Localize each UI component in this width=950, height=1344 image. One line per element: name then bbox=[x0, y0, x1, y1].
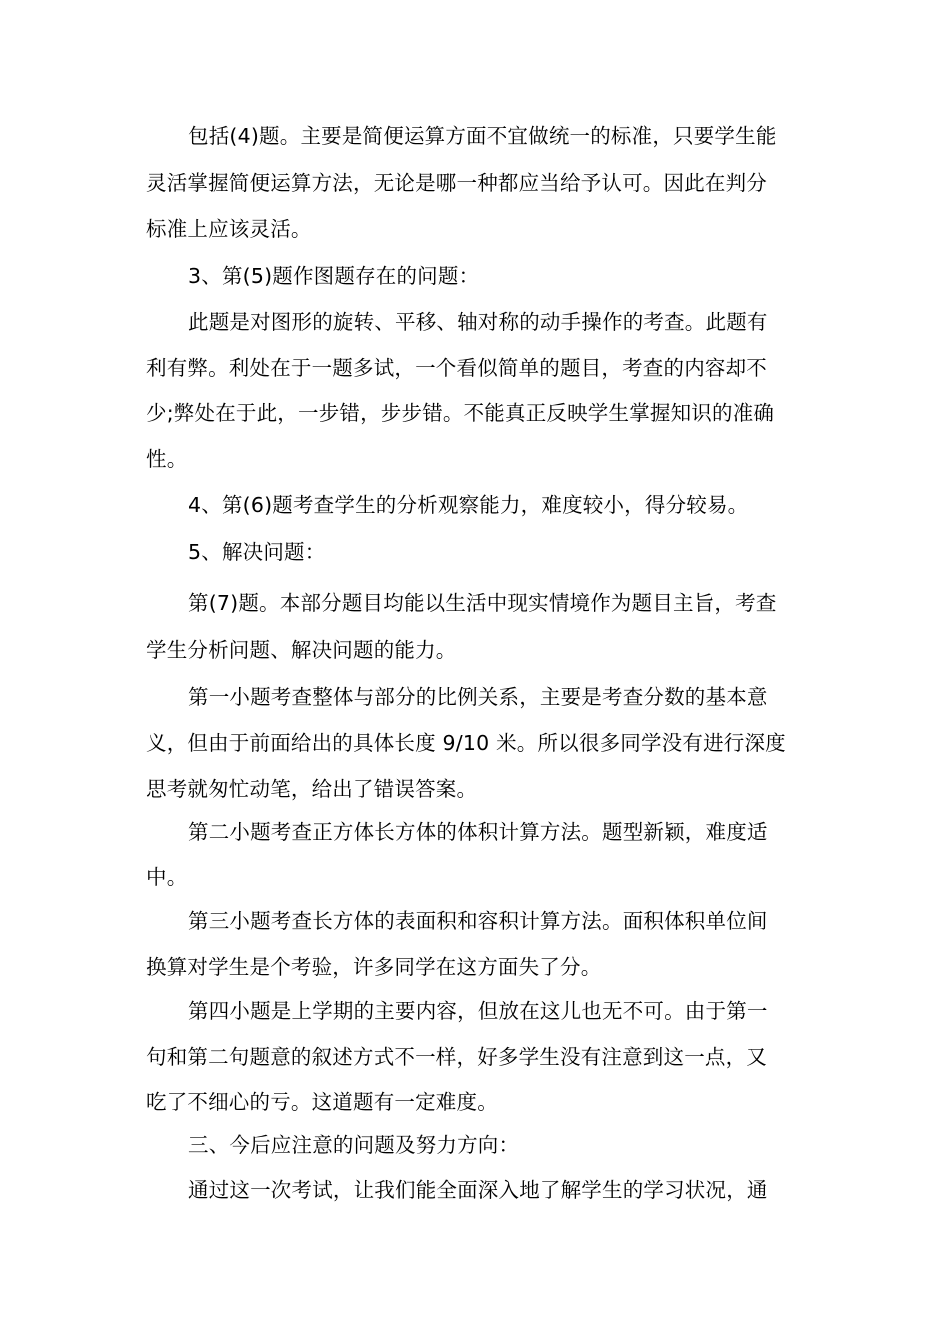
text-line: 第一小题考查整体与部分的比例关系，主要是考查分数的基本意 bbox=[188, 685, 768, 709]
text-line: 中。 bbox=[146, 865, 188, 889]
text-line: 性。 bbox=[146, 447, 188, 471]
text-line: 第四小题是上学期的主要内容，但放在这儿也无不可。由于第一 bbox=[188, 999, 768, 1023]
text-line: 三、今后应注意的问题及努力方向： bbox=[188, 1133, 520, 1157]
text-line: 灵活掌握简便运算方法，无论是哪一种都应当给予认可。因此在判分 bbox=[146, 171, 767, 195]
text-line: 此题是对图形的旋转、平移、轴对称的动手操作的考查。此题有 bbox=[188, 310, 768, 334]
text-line: 少;弊处在于此，一步错，步步错。不能真正反映学生掌握知识的准确 bbox=[146, 401, 775, 425]
text-line: 利有弊。利处在于一题多试，一个看似简单的题目，考查的内容却不 bbox=[146, 356, 767, 380]
text-line: 第(7)题。本部分题目均能以生活中现实情境作为题目主旨，考查 bbox=[188, 591, 777, 615]
text-line: 第三小题考查长方体的表面积和容积计算方法。面积体积单位间 bbox=[188, 909, 768, 933]
text-line: 学生分析问题、解决问题的能力。 bbox=[146, 638, 457, 662]
text-line: 标准上应该灵活。 bbox=[146, 217, 312, 241]
text-line: 5、解决问题： bbox=[188, 540, 326, 564]
text-line: 思考就匆忙动笔，给出了错误答案。 bbox=[146, 777, 478, 801]
text-line: 吃了不细心的亏。这道题有一定难度。 bbox=[146, 1090, 498, 1114]
text-line: 句和第二句题意的叙述方式不一样，好多学生没有注意到这一点，又 bbox=[146, 1045, 767, 1069]
text-line: 换算对学生是个考验，许多同学在这方面失了分。 bbox=[146, 955, 602, 979]
text-line: 3、第(5)题作图题存在的问题： bbox=[188, 264, 480, 288]
text-line: 4、第(6)题考查学生的分析观察能力，难度较小，得分较易。 bbox=[188, 493, 749, 517]
text-line: 义，但由于前面给出的具体长度 9/10 米。所以很多同学没有进行深度 bbox=[146, 731, 786, 755]
text-line: 通过这一次考试，让我们能全面深入地了解学生的学习状况，通 bbox=[188, 1178, 768, 1202]
text-line: 第二小题考查正方体长方体的体积计算方法。题型新颖，难度适 bbox=[188, 820, 768, 844]
text-line: 包括(4)题。主要是简便运算方面不宜做统一的标准，只要学生能 bbox=[188, 124, 777, 148]
